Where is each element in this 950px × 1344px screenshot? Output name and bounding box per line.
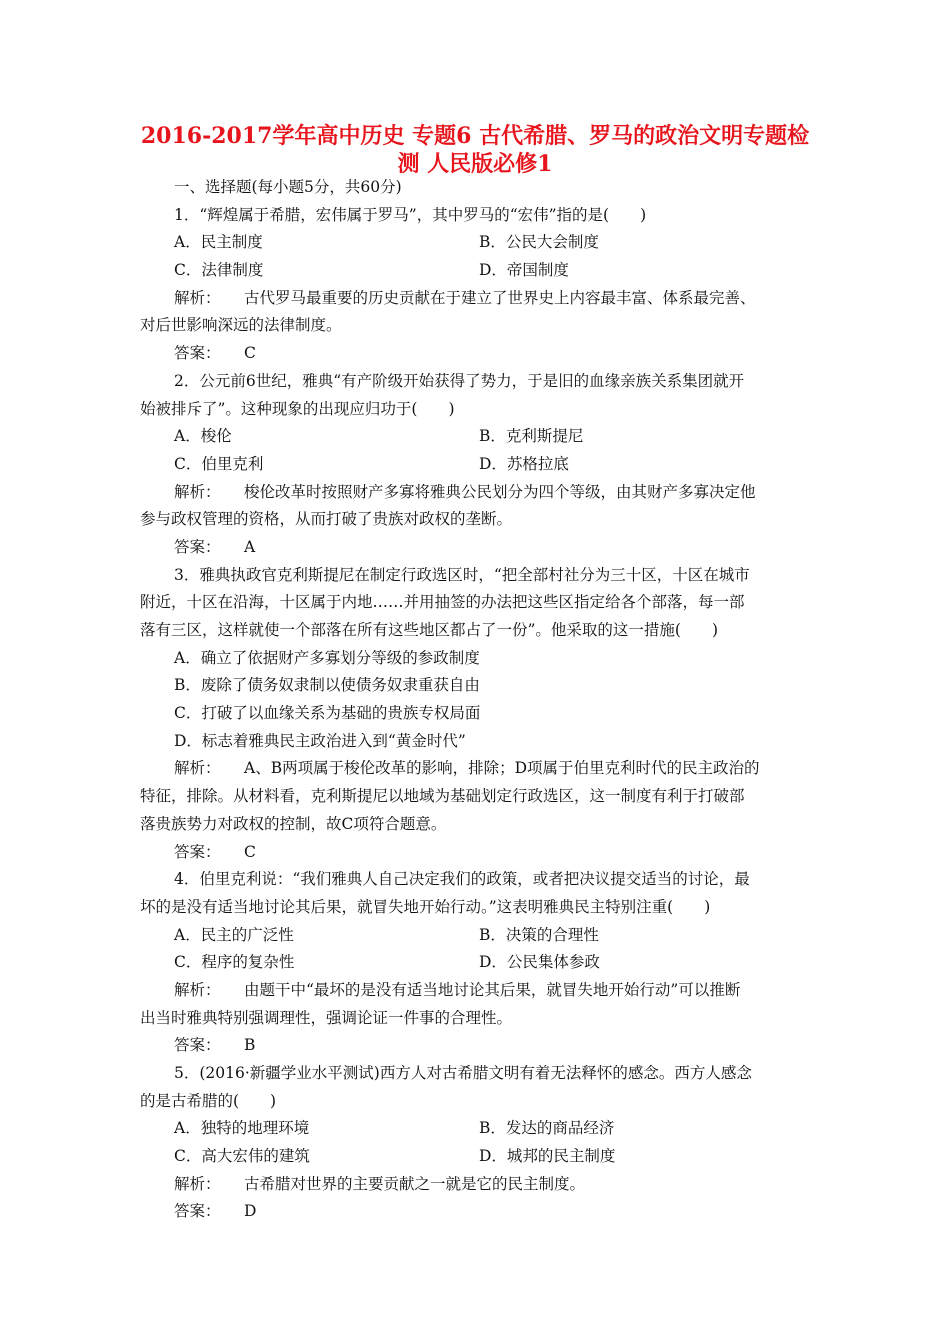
analysis-line [140,977,810,1005]
answer-label: 答案： [174,1036,221,1055]
option-row [140,423,810,451]
option-item: A．民主的广泛性 [174,925,294,944]
option-item: C．打破了以血缘关系为基础的贵族专权局面 [174,704,481,723]
answer-value: A [244,537,256,556]
answer-line [140,839,810,867]
option-item: A．独特的地理环境 [174,1119,310,1138]
analysis-text: 梭伦改革时按照财产多寡将雅典公民划分为四个等级，由其财产多寡决定他 [244,482,756,501]
analysis-label: 解析： [174,980,221,999]
option-row [140,229,810,257]
answer-label: 答案： [174,344,221,363]
option-row [140,257,810,285]
answer-label: 答案： [174,537,221,556]
question-stem-line: 始被排斥了”。这种现象的出现应归功于( ) [140,399,455,418]
section-header: 一、选择题(每小题5分，共60分) [174,178,402,196]
option-item: A．确立了依据财产多寡划分等级的参政制度 [174,648,480,667]
answer-label: 答案： [174,1202,221,1221]
option-item: B．发达的商品经济 [479,1119,615,1138]
question-stem-line: 落有三区，这样就使一个部落在所有这些地区都占了一份”。他采取的这一措施( ) [140,621,719,639]
question-stem-line: 2．公元前6世纪，雅典“有产阶级开始获得了势力，于是旧的血缘亲族关系集团就开 [174,371,745,390]
question-stem-line: 4．伯里克利说：“我们雅典人自己决定我们的政策，或者把决议提交适当的讨论，最 [174,870,750,889]
option-row [140,949,810,977]
option-item: A．梭伦 [174,427,232,446]
option-row [140,922,810,950]
title-line-1: 2016-2017学年高中历史 专题6 古代希腊、罗马的政治文明专题检 [140,123,810,149]
question-block [140,562,810,867]
option-item: C．法律制度 [174,261,264,280]
option-item: D．城邦的民主制度 [479,1147,616,1166]
document-title [140,122,810,178]
option-item: D．公民集体参政 [479,953,600,972]
option-row [140,1143,810,1171]
answer-value: C [244,842,256,861]
title-line-2: 测 人民版必修1 [397,151,553,177]
analysis-text: 由题干中“最坏的是没有适当地讨论其后果，就冒失地开始行动”可以推断 [244,980,741,999]
option-item: C．高大宏伟的建筑 [174,1147,310,1166]
analysis-text: 古希腊对世界的主要贡献之一就是它的民主制度。 [244,1174,586,1193]
question-stem-line: 5．(2016·新疆学业水平测试)西方人对古希腊文明有着无法释怀的感念。西方人感念 [174,1064,752,1082]
document-body [140,174,810,1226]
option-item: B．废除了债务奴隶制以使债务奴隶重获自由 [174,676,480,695]
analysis-line: 特征，排除。从材料看，克利斯提尼以地域为基础划定行政选区，这一制度有利于打破部 [140,787,745,806]
option-item: C．程序的复杂性 [174,953,295,972]
question-block [140,1060,810,1226]
question-stem-line: 坏的是没有适当地讨论其后果，就冒失地开始行动。”这表明雅典民主特别注重( ) [140,897,711,916]
option-row [140,1115,810,1143]
question-stem-line: 附近，十区在沿海，十区属于内地……并用抽签的办法把这些区指定给各个部落，每一部 [140,593,745,612]
answer-line [140,1032,810,1060]
analysis-line: 出当时雅典特别强调理性，强调论证一件事的合理性。 [140,1008,513,1027]
option-item: B．公民大会制度 [479,233,599,252]
option-item: A．民主制度 [174,233,263,252]
analysis-label: 解析： [174,759,221,778]
option-item: B．决策的合理性 [479,925,599,944]
answer-value: D [244,1202,257,1221]
question-block [140,368,810,562]
option-row [140,451,810,479]
analysis-line: 落贵族势力对政权的控制，故C项符合题意。 [140,814,447,833]
option-item: D．苏格拉底 [479,454,569,473]
answer-value: B [244,1036,256,1055]
answer-label: 答案： [174,842,221,861]
option-item: D．帝国制度 [479,261,569,280]
question-stem-line: 1．“辉煌属于希腊，宏伟属于罗马”，其中罗马的“宏伟”指的是( ) [174,205,647,224]
analysis-line [140,479,810,507]
answer-line [140,340,810,368]
analysis-label: 解析： [174,1174,221,1193]
option-item: B．克利斯提尼 [479,427,584,446]
question-stem-line: 的是古希腊的( ) [140,1091,277,1110]
analysis-label: 解析： [174,288,221,307]
analysis-line [140,1171,810,1199]
analysis-line [140,755,810,783]
option-item: D．标志着雅典民主政治进入到“黄金时代” [174,731,466,750]
analysis-text: A、B两项属于梭伦改革的影响，排除；D项属于伯里克利时代的民主政治的 [244,759,760,778]
answer-line [140,534,810,562]
answer-line [140,1198,810,1226]
answer-value: C [244,344,256,363]
question-block [140,866,810,1060]
option-item: C．伯里克利 [174,454,264,473]
analysis-line: 对后世影响深远的法律制度。 [140,316,342,335]
analysis-line: 参与政权管理的资格，从而打破了贵族对政权的垄断。 [140,510,513,529]
question-block [140,202,810,368]
analysis-line [140,285,810,313]
question-stem-line: 3．雅典执政官克利斯提尼在制定行政选区时，“把全部村社分为三十区，十区在城市 [174,565,750,584]
analysis-label: 解析： [174,482,221,501]
analysis-text: 古代罗马最重要的历史贡献在于建立了世界史上内容最丰富、体系最完善、 [244,288,756,307]
